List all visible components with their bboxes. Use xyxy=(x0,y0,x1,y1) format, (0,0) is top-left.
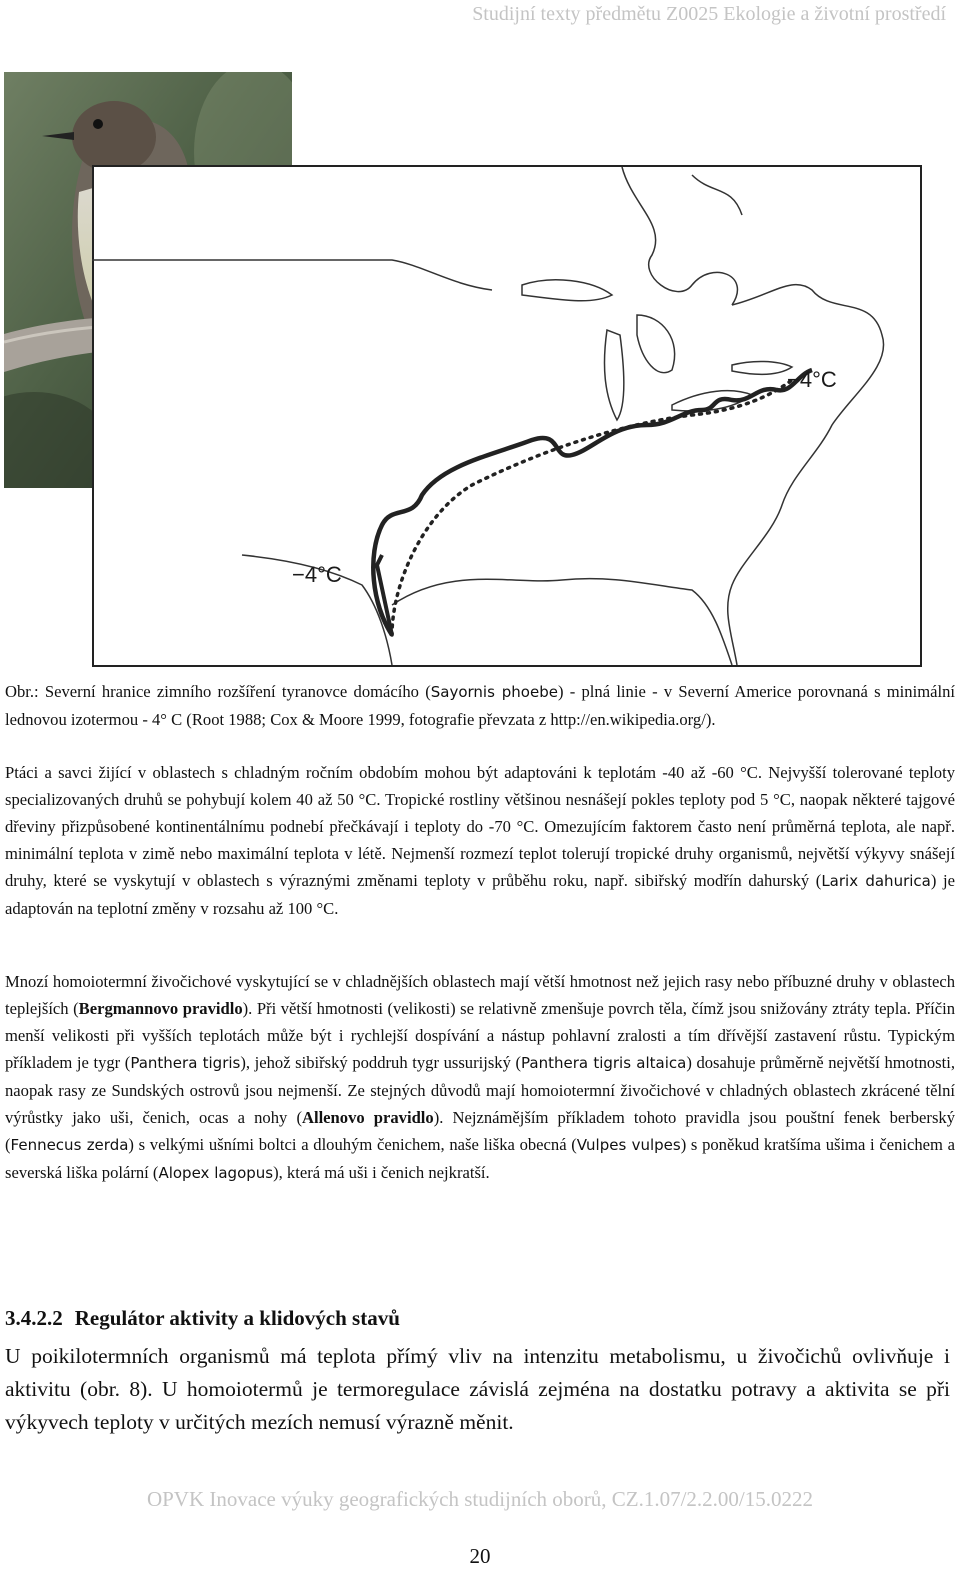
range-map xyxy=(92,165,932,671)
section-number: 3.4.2.2 xyxy=(5,1306,63,1330)
paragraph-activity-regulator xyxy=(5,1340,950,1439)
allen-rule: Allenovo pravidlo xyxy=(301,1108,434,1127)
para1-text-2: ) je adaptován na teplotní změny v rozsahu až 100 °C. xyxy=(5,871,955,918)
para1-species-larix: Larix dahurica xyxy=(821,872,931,890)
isotherm-label-north: −4°C xyxy=(787,367,837,392)
para2-text-5: ). Nejznámějším příkladem tohoto pravidla jsou pouštní fenek berberský ( xyxy=(5,1108,955,1154)
caption-part2: ) - plná linie - v Severní Americe porovnaná s minimální lednovou izotermou - 4° C (Root 1988; Cox & Moore 1999, fotografie převzata z http://en.wikipedia.org/). xyxy=(5,682,955,729)
species-fennecus-zerda: Fennecus zerda xyxy=(10,1136,129,1154)
para2-text-1: Mnozí homoiotermní živočichové vyskytující se v chladnějších oblastech mají větší hmotnost než jejich rasy nebo příbuzné druhy v oblastech teplejších ( xyxy=(5,972,955,1018)
caption-part1: : Severní hranice zimního rozšíření tyranovce domácího ( xyxy=(34,682,431,701)
para1-text-1: Ptáci a savci žijící v oblastech s chladným ročním obdobím mohou být adaptováni k teplotám -40 až -60 °C. Nejvyšší tolerované teploty specializovaných druhů se pohybují kolem 40 až 50 °C. Tropické rostliny většinou nesnášejí pokles teploty pod 5 °C, naopak některé tajgové dřeviny přizpůsobené kontinentálnímu podnebí přečkávají i teploty do -70 °C. Omezujícím faktorem často není průměrná teplota, ale např. minimální teplota v zimě nebo maximální teplota v létě. Nejmenší rozmezí teplot tolerují tropické druhy organismů, největší výkyvy snášejí druhy, které se vyskytují v oblastech s výraznými změnami teploty v průběhu roku, např. sibiřský modřín dahurský ( xyxy=(5,763,955,890)
para2-text-3: ), jehož sibiřský poddruh tygr ussurijský ( xyxy=(240,1053,522,1072)
bergmann-rule: Bergmannovo pravidlo xyxy=(78,999,243,1018)
page-number: 20 xyxy=(469,1544,491,1568)
species-alopex-lagopus: Alopex lagopus xyxy=(158,1164,274,1182)
caption-species: Sayornis phoebe xyxy=(430,683,558,701)
para2-text-4: ) dosahuje průměrně největší hmotnosti, naopak rasy ze Sundských ostrovů jsou nejmenší. Ze stejných důvodů mají homoiotermní živočichové v chladných oblastech zkrácené tělní výrůstky jako uši, čenich, ocas a nohy ( xyxy=(5,1053,955,1127)
figure-caption xyxy=(5,678,955,733)
para3-text: U poikilotermních organismů má teplota přímý vliv na intenzitu metabolismu, u živočichů ovlivňuje i aktivitu (obr. 8). U homoiotermů je termoregulace závislá zejména na dostatku potravy a aktivita se při výkyvech teploty v určitých mezích nemusí výrazně měnit. xyxy=(5,1344,950,1434)
para2-text-2: ). Při větší hmotnosti (velikosti) se relativně zmenšuje povrch těla, čímž jsou snižovány ztráty tepla. Příčin menší velikosti při vyšších teplotách může být i rychlejší dospívání a nástup pohlavní zralosti a tím dřívější zastavení růstu. Typickým příkladem je tygr ( xyxy=(5,999,956,1072)
isotherm-label-south: −4°C xyxy=(292,562,342,587)
para2-text-6: ) s velkými ušními boltci a dlouhým čenichem, naše liška obecná ( xyxy=(128,1135,577,1154)
species-panthera-tigris-altaica: Panthera tigris altaica xyxy=(521,1054,687,1072)
paragraph-temperature-tolerance xyxy=(5,759,955,922)
running-header: Studijní texty předmětu Z0025 Ekologie a životní prostředí xyxy=(472,3,946,25)
section-title: Regulátor aktivity a klidových stavů xyxy=(74,1306,400,1330)
species-panthera-tigris: Panthera tigris xyxy=(130,1054,241,1072)
para2-text-8: ), která má uši i čenich nejkratší. xyxy=(273,1163,490,1182)
species-vulpes-vulpes: Vulpes vulpes xyxy=(576,1136,681,1154)
paragraph-bergmann-allen xyxy=(5,968,955,1187)
section-heading xyxy=(5,1306,400,1331)
page-footer: OPVK Inovace výuky geografických studijních oborů, CZ.1.07/2.2.00/15.0222 xyxy=(146,1487,814,1511)
para2-text-7: ) s poněkud kratšíma ušima i čenichem a severská liška polární ( xyxy=(5,1135,955,1182)
caption-prefix: Obr. xyxy=(5,682,35,701)
